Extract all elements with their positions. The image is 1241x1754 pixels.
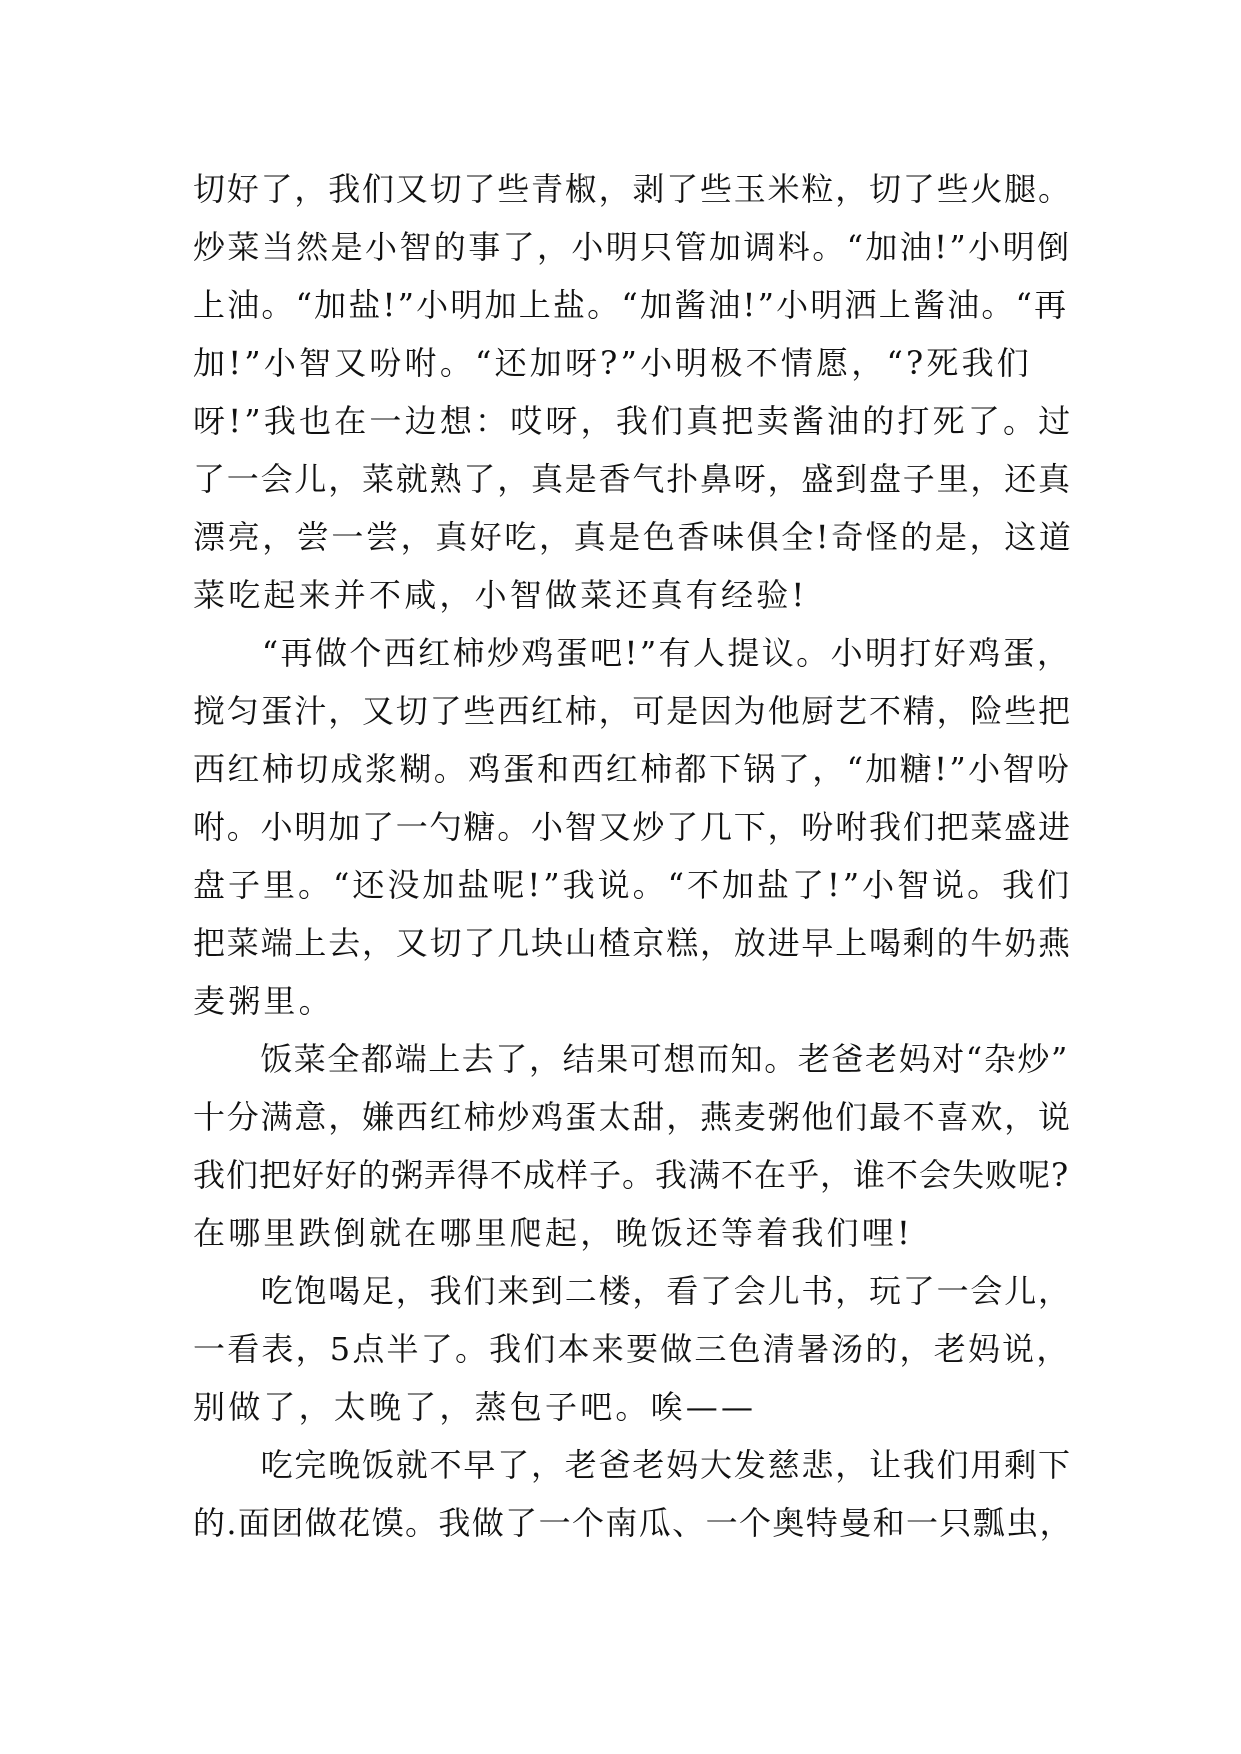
text-line: 漂亮，尝一尝，真好吃，真是色香味俱全!奇怪的是，这道 [193,518,1074,556]
text-line: 我们把好好的粥弄得不成样子。我满不在乎，谁不会失败呢? [193,1156,1070,1194]
text-line: 在哪里跌倒就在哪里爬起，晚饭还等着我们哩! [193,1214,914,1252]
text-line: 西红柿切成浆糊。鸡蛋和西红柿都下锅了，“加糖!”小智吩 [193,750,1072,788]
text-line: 菜吃起来并不咸，小智做菜还真有经验! [193,576,808,614]
text-line: 切好了，我们又切了些青椒，剥了些玉米粒，切了些火腿。 [193,170,1072,208]
text-line: 搅匀蛋汁，又切了些西红柿，可是因为他厨艺不精，险些把 [193,692,1072,730]
text-line: “再做个西红柿炒鸡蛋吧!”有人提议。小明打好鸡蛋， [193,634,1072,672]
text-line: 呀!”我也在一边想：哎呀，我们真把卖酱油的打死了。过 [193,402,1074,440]
text-line: 加!”小智又吩咐。“还加呀?”小明极不情愿，“?死我们 [193,344,1033,382]
text-line: 吃完晚饭就不早了，老爸老妈大发慈悲，让我们用剩下 [193,1446,1072,1484]
text-line: 了一会儿，菜就熟了，真是香气扑鼻呀，盛到盘子里，还真 [193,460,1072,498]
text-line: 咐。小明加了一勺糖。小智又炒了几下，吩咐我们把菜盛进 [193,808,1072,846]
text-line: 盘子里。“还没加盐呢!”我说。“不加盐了!”小智说。我们 [193,866,1073,904]
text-line: 上油。“加盐!”小明加上盐。“加酱油!”小明洒上酱油。“再 [193,286,1069,324]
text-line: 十分满意，嫌西红柿炒鸡蛋太甜，燕麦粥他们最不喜欢，说 [193,1098,1072,1136]
text-line: 把菜端上去，又切了几块山楂京糕，放进早上喝剩的牛奶燕 [193,924,1072,962]
body-text [193,160,1073,1552]
text-line: 炒菜当然是小智的事了，小明只管加调料。“加油!”小明倒 [193,228,1072,266]
text-line: 别做了，太晚了，蒸包子吧。唉—— [193,1388,757,1426]
text-line: 饭菜全都端上去了，结果可想而知。老爸老妈对“杂炒” [193,1040,1069,1078]
text-line: 吃饱喝足，我们来到二楼，看了会儿书，玩了一会儿， [193,1272,1072,1310]
text-line: 一看表，5点半了。我们本来要做三色清暑汤的，老妈说， [193,1330,1071,1368]
text-line: 麦粥里。 [193,982,334,1020]
text-line: 的.面团做花馍。我做了一个南瓜、一个奥特曼和一只瓢虫， [193,1504,1073,1542]
